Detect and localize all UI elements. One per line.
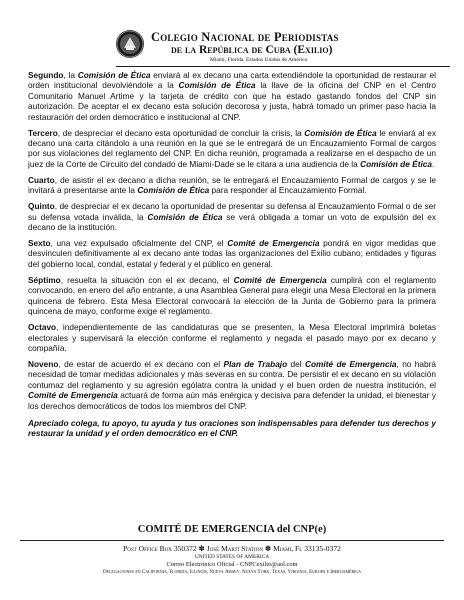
- emphasized-term: Comité de Emergencia: [227, 238, 320, 249]
- paragraph-ordinal: Tercero: [28, 127, 58, 138]
- paragraph-text: , una vez expulsado oficialmente del CNP, el: [50, 238, 228, 249]
- delegations-line: Delegaciones en California, Florida, Illinois, Nueva Jersey, Nueva York, Texas, Virginia, Europa e Iberoamérica: [102, 570, 362, 575]
- paragraph-ordinal: Séptimo: [28, 274, 61, 285]
- letterhead-footer: [0, 544, 464, 575]
- paragraph-ordinal: Cuarto: [28, 174, 55, 185]
- emphasized-term: Comité de Emergencia: [28, 390, 118, 401]
- paragraph: [28, 128, 436, 170]
- paragraph-text: , resuelta la situación con el ex decano, el: [60, 274, 234, 285]
- closing-appeal: Apreciado colega, tu apoyo, tu ayuda y tus oraciones son indispensables para defender tus derechos y restaurar la unidad y el orden democrático en el CNP.: [28, 417, 436, 439]
- paragraph-text: , no habrá necesidad de tomar medidas adicionales y más severas en su contra. De persistir el ex decano en su violación contumaz del reglamento y su agresión ególatra contra la unidad y el buen orden de nuestra institución, el: [28, 358, 436, 390]
- postal-address: Post Office Box 350372 ✽ José Martí Station ✽ Miami, Fl 33135-0372: [123, 544, 341, 553]
- country-line: UNITED STATES OF AMERICA: [194, 554, 270, 560]
- committee-signature: COMITÉ DE EMERGENCIA del CNP(e): [137, 524, 327, 535]
- paragraph-text: , de asistir el ex decano a dicha reunión, se le entregará el Encauzamiento Formal de cargos y se le invitará a presentarse ante la: [28, 174, 436, 196]
- paragraph: [28, 201, 436, 232]
- letter-body: [28, 70, 436, 444]
- paragraph-text: , de despreciar el decano esta oportunidad de concluir la crisis, la: [57, 127, 305, 138]
- emphasized-term: Plan de Trabajo: [223, 358, 288, 369]
- official-email: Correo Electrónico Oficial - CNPCexilio@aol.com: [166, 561, 298, 568]
- paragraph-text: , la: [63, 70, 78, 80]
- paragraph-text: cumplirá con el reglamento convocando, en enero del año entrante, a una Asamblea General para elegir una Mesa Electoral en la primera quincena de febrero. Esta Mesa Electoral convocará la elección de la Junta de Gobierno para la primera quincena de mayo, conforme exige el reglamento.: [28, 274, 436, 317]
- emphasized-term: Comisión de Ética: [147, 211, 223, 222]
- paragraph-text: .: [432, 158, 435, 169]
- paragraph-text: , de despreciar el ex decano la oportunidad de presentar su defensa al Encauzamiento Formal o de ser su defensa votada inválida, la: [28, 201, 436, 222]
- paragraph: [28, 275, 436, 317]
- header-divider: [116, 66, 450, 67]
- letterhead: [0, 0, 464, 62]
- emphasized-term: Comisión de Ética: [137, 185, 210, 196]
- paragraph-text: la llave de la oficina del CNP en el Centro Comunitario Manuel Artime y la tarjeta de crédito con que ha estado gastando fondos del CNP sin autorización. De aceptar el ex decano esta solución decorosa y justa, habrá tomado un primer paso hacia la restauración del orden democrático e institucional al CNP.: [28, 80, 436, 122]
- paragraph-text: , independientemente de las candidaturas que se presenten, la Mesa Electoral imprimirá boletas electorales y supervisará la elección conforme el reglamento y negada el pasado mayo por ex decano y compañía.: [28, 322, 436, 353]
- paragraph: [28, 70, 436, 122]
- paragraph-text: actuará de forma aún más enérgica y decisiva para defender la unidad, el bienestar y los derechos democráticos de todos los miembros del CNP.: [28, 390, 436, 411]
- emphasized-term: Comisión de Ética: [178, 80, 256, 91]
- footer-divider: [20, 540, 444, 541]
- paragraph-text: enviará al ex decano una carta extendiéndole la oportunidad de restaurar el orden institucional devolviéndole a la: [28, 70, 436, 91]
- emphasized-term: Comité de Emergencia: [233, 274, 327, 285]
- paragraph: [28, 175, 436, 196]
- paragraph-text: pondrá en vigor medidas que desvinculen definitivamente al ex decano ante todas las organizaciones del Exilio cubano; entidades y figuras del gobierno local, condal, estatal y federal y el público en general.: [28, 238, 436, 269]
- emphasized-term: Comisión de Ética: [304, 127, 377, 138]
- paragraph-list: [28, 70, 436, 411]
- paragraph-text: le enviará al ex decano una carta citándolo a una reunión en la que se le entregará de un Encauzamiento Formal de cargos por sus violaciones del reglamento del CNP. En dicha reunión, programada a realizarse en el despacho de un juez de la Corte de Circuito del condado de Miami-Dade se le citara a una audiencia de la: [28, 127, 436, 169]
- emphasized-term: Comisión de Ética: [77, 70, 151, 80]
- organization-subtitle: de la República de Cuba (Exilio): [171, 44, 333, 56]
- paragraph-ordinal: Segundo: [28, 70, 64, 80]
- college-seal-logo: [116, 30, 144, 58]
- emphasized-term: Comité de Emergencia: [304, 358, 397, 369]
- organization-title: Colegio Nacional de Periodistas: [151, 30, 339, 44]
- organization-location: Miami, Florida, Estados Unidos de América: [210, 57, 307, 63]
- paragraph-text: para responder al Encauzamiento Formal.: [209, 185, 367, 196]
- paragraph-ordinal: Quinto: [28, 201, 55, 212]
- emphasized-term: Comisión de Ética: [360, 158, 432, 169]
- paragraph-ordinal: Octavo: [28, 322, 57, 333]
- paragraph: [28, 359, 436, 411]
- paragraph-text: se verá obligada a tomar un voto de expulsión del ex decano de la institución.: [28, 211, 437, 233]
- paragraph: [28, 322, 436, 353]
- paragraph-ordinal: Noveno: [28, 358, 59, 369]
- paragraph-ordinal: Sexto: [28, 238, 51, 249]
- paragraph-text: del: [287, 358, 305, 369]
- paragraph: [28, 238, 436, 269]
- paragraph-text: , de estar de acuerdo el ex decano con el: [58, 358, 224, 369]
